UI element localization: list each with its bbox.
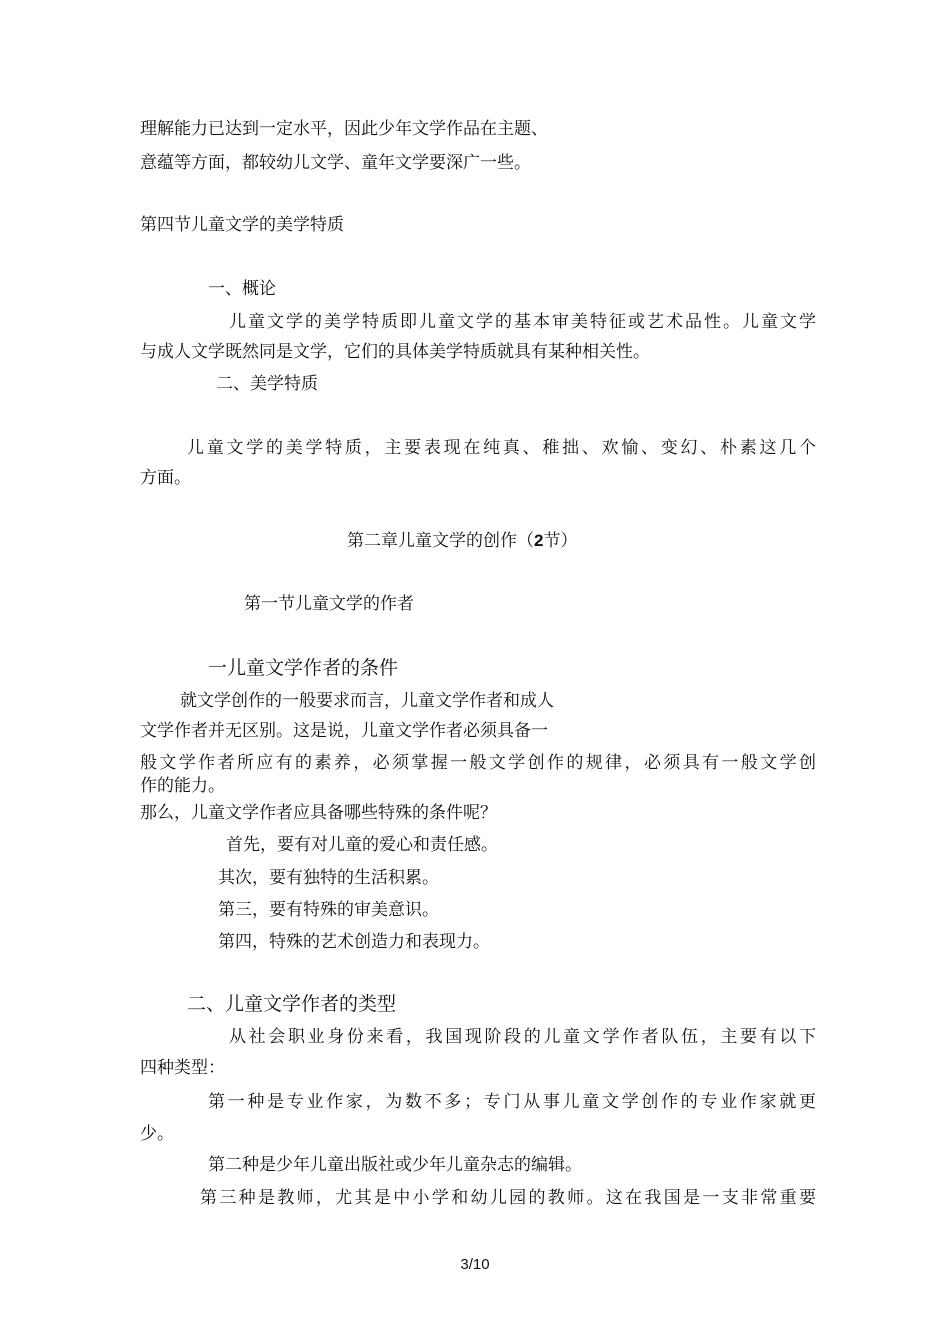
text-line: 那么，儿童文学作者应具备哪些特殊的条件呢？	[140, 803, 497, 823]
subsection-heading: 一儿童文学作者的条件	[208, 657, 399, 679]
section-heading: 第四节儿童文学的美学特质	[140, 215, 344, 235]
chapter-heading	[347, 530, 577, 552]
list-item: 首先，要有对儿童的爱心和责任感。	[226, 835, 498, 855]
list-item: 第三，要有特殊的审美意识。	[218, 900, 439, 920]
text-line: 少。	[140, 1124, 174, 1144]
text-line: 从社会职业身份来看，我国现阶段的儿童文学作者队伍，主要有以下	[229, 1027, 816, 1047]
page-number: 3/10	[460, 1256, 490, 1273]
text-line: 儿童文学的美学特质即儿童文学的基本审美特征或艺术品性。儿童文学	[229, 312, 816, 332]
chapter-section-count: 2	[534, 531, 544, 550]
text-line: 就文学创作的一般要求而言，儿童文学作者和成人	[180, 691, 554, 711]
list-item: 其次，要有独特的生活积累。	[218, 868, 439, 888]
text-line: 与成人文学既然同是文学，它们的具体美学特质就具有某种相关性。	[140, 342, 650, 362]
text-line: 方面。	[140, 468, 191, 488]
text-line: 般文学作者所应有的素养，必须掌握一般文学创作的规律，必须具有一般文学创	[140, 753, 816, 773]
text-line: 作的能力。	[140, 776, 225, 796]
chapter-title-part: 节）	[543, 531, 578, 551]
chapter-title-part: 第二章儿童文学的创作（	[347, 531, 534, 551]
text-line: 文学作者并无区别。这是说，儿童文学作者必须具备一	[140, 721, 548, 741]
text-line: 理解能力已达到一定水平，因此少年文学作品在主题、	[140, 119, 548, 139]
section-heading: 第一节儿童文学的作者	[244, 594, 414, 614]
text-line: 四种类型：	[140, 1058, 225, 1078]
text-line: 第一种是专业作家，为数不多；专门从事儿童文学创作的专业作家就更	[208, 1092, 816, 1112]
subsection-heading: 一、概论	[208, 279, 276, 299]
list-item: 第四，特殊的艺术创造力和表现力。	[218, 932, 490, 952]
text-line: 第三种是教师，尤其是中小学和幼儿园的教师。这在我国是一支非常重要	[200, 1188, 816, 1208]
text-line: 儿童文学的美学特质，主要表现在纯真、稚拙、欢愉、变幻、朴素这几个	[187, 438, 816, 458]
subsection-heading: 二、美学特质	[216, 374, 318, 394]
text-line: 第二种是少年儿童出版社或少年儿童杂志的编辑。	[208, 1155, 582, 1175]
text-line: 意蕴等方面，都较幼儿文学、童年文学要深广一些。	[140, 153, 531, 173]
subsection-heading: 二、儿童文学作者的类型	[187, 993, 397, 1015]
